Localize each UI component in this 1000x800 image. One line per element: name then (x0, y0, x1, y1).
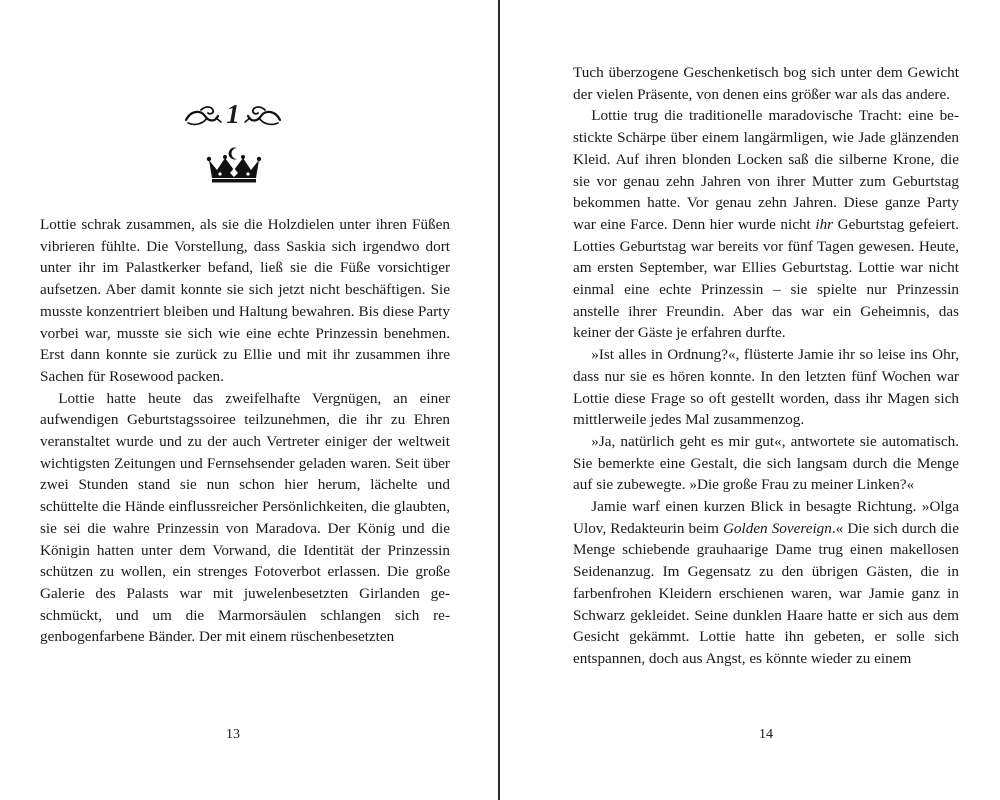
paragraph-text: Jamie warf einen kurzen Blick in besagte Richtung. »Olga Ulov, Redakteurin beim (573, 498, 959, 537)
paragraph: Lottie hatte heute das zweifelhafte Vergnügen, an einer aufwendigen Geburtstagssoiree teilzunehmen, die ihr zu Ehren veranstaltet wurde und zu der auch Vertreter einiger der weltweit wichtigsten Zeitungen und Fernsehsender geladen waren. Seit über zwei Stunden stand sie nun schon hier herum, lächelte und schüttelte die Hände einflussreicher Persönlichkeiten, die glaubten, sie sei die wahre Prinzessin von Maradova. Der König und die Königin hatten unter dem Vorwand, die Identität der Prinzessin schützen zu wollen, ein strenges Fotoverbot erlassen. Die große Galerie des Palasts war mit juwelenbesetzten Girlanden geschmückt, und um die Marmorsäulen schlangen sich regenbogenfarbene Bänder. Der mit einem rüschenbesetzten (40, 389, 450, 646)
paragraph: Lottie schrak zusammen, als sie die Holzdielen unter ihren Füßen vibrieren fühlte. Die Vorstellung, dass Saskia sich irgendwo dort unter ihr im Palastkerker befand, ließ sie die Füße vorsichtiger aufsetzen. Aber damit konnte sie sich jetzt nicht beschäftigen. Sie musste konzentriert bleiben und Haltung bewahren. Bis diese Party vorbei war, musste sie sich wie eine echte Prinzessin benehmen. Erst dann konnte sie zurück zu Ellie und mit ihr zusammen ihre Sachen für Rosewood packen. (40, 216, 450, 385)
chapter-number: 1 (226, 99, 240, 129)
publication-title: Golden Sovereign (722, 519, 832, 537)
paragraph-text: Geburtstag gefeiert. Lotties Geburtstag war bereits vor fünf Tagen gewesen. Heute, am ersten September, war Ellies Geburtstag. Lottie war nicht einmal eine echte Prinzessin – sie spielte nur Prinzessin anstelle ihrer Freundin. Aber das war ein Geheimnis, das keiner der Gäste je erfahren durfte. (573, 215, 960, 342)
left-page (0, 0, 498, 800)
paragraph (573, 344, 959, 431)
paragraph-text: »Ja, natürlich geht es mir gut«, antwortete sie automatisch. Sie bemerkte eine Gestalt, die sich langsam durch die Menge auf sie zubewegte. »Die große Frau zu meiner Linken?« (573, 432, 959, 494)
right-page (500, 0, 1000, 800)
flourish-left-icon (183, 96, 223, 136)
right-page-text (573, 62, 959, 670)
paragraph-text: Lottie trug die traditionelle maradovische Tracht: eine bestickte Schärpe über einem langärmligen, wie Jade glänzenden Kleid. Auf ihren blonden Locken saß die silberne Krone, die sie vor genau zehn Jahren von ihrer Mutter zum Geburtstag bekommen hatte. Vor genau zehn Jahren. Diese ganze Party war eine Farce. Denn hier wurde nicht (573, 107, 959, 233)
chapter-heading (183, 96, 283, 136)
page-number-left: 13 (226, 727, 240, 742)
paragraph-text: .« Die sich durch die Menge schiebende grauhaarige Dame trug einen makellosen Seidenanzug. Im Gegensatz zu den übrigen Gästen, die in farbenfrohen Kleidern erschienen waren, war Jamie ganz in Schwarz gekleidet. Seine dunklen Haare hatte er sich aus dem Gesicht gekämmt. Lottie hatte ihn gebeten, er solle sich entspannen, doch aus Angst, es könnte wieder zu einem (573, 519, 960, 667)
paragraph (573, 496, 959, 670)
paragraph-text: »Ist alles in Ordnung?«, flüsterte Jamie ihr so leise ins Ohr, dass nur sie es hören konnte. In den letzten fünf Wochen war Lottie diese Frage so oft gestellt worden, dass ihr Magen sich mittlerweile jedes Mal zusammenzog. (573, 346, 959, 429)
crown-icon (205, 146, 263, 184)
paragraph (573, 431, 959, 496)
left-page-text (40, 214, 450, 648)
paragraph (573, 62, 959, 105)
paragraph-text: Tuch überzogene Geschenketisch bog sich unter dem Gewicht der vielen Präsente, von denen eins größer war als das andere. (573, 64, 959, 103)
page-number-right: 14 (759, 727, 773, 742)
emphasis-text: ihr (815, 215, 834, 233)
paragraph (573, 105, 959, 344)
flourish-right-icon (243, 96, 283, 136)
